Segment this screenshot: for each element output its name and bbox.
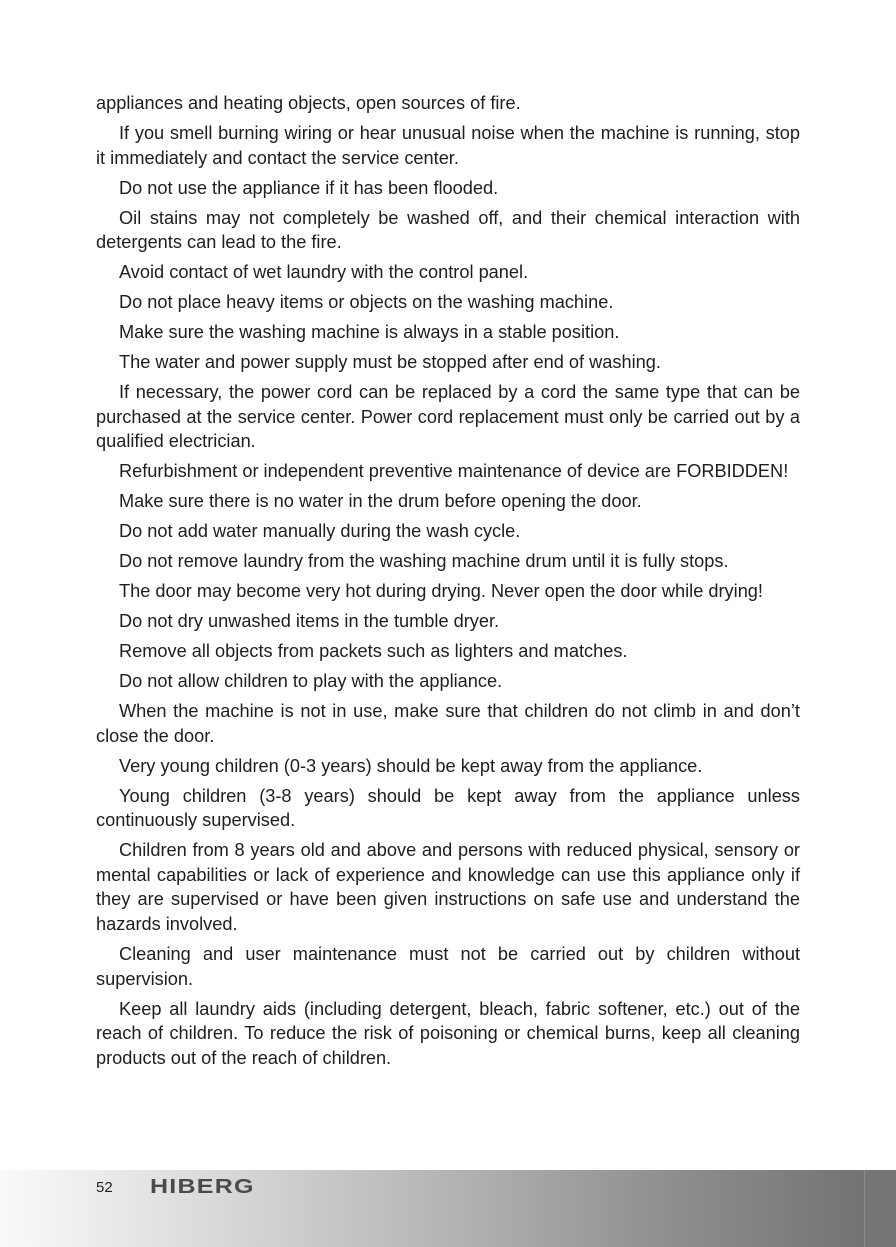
paragraph: Young children (3-8 years) should be kept away from the appliance unless continuously supervised.	[96, 785, 800, 831]
paragraph: Do not remove laundry from the washing machine drum until it is fully stops.	[119, 551, 729, 572]
brand-logo: HIBERG	[150, 1176, 255, 1198]
paragraph: If you smell burning wiring or hear unusual noise when the machine is running, stop it immediately and contact the service center.	[96, 122, 800, 168]
body-text	[96, 91, 800, 1076]
paragraph: Avoid contact of wet laundry with the control panel.	[119, 262, 529, 283]
paragraph: Do not place heavy items or objects on the washing machine.	[119, 292, 614, 313]
page-number: 52	[96, 1179, 113, 1196]
paragraph: Children from 8 years old and above and persons with reduced physical, sensory or mental capabilities or lack of experience and knowledge can use this appliance only if they are supervised or have been given instructions on safe use and understand the hazards involved.	[96, 840, 800, 935]
paragraph: Refurbishment or independent preventive maintenance of device are FORBIDDEN!	[119, 461, 789, 482]
paragraph: Oil stains may not completely be washed off, and their chemical interaction with detergents can lead to the fire.	[96, 207, 800, 253]
footer-edge-strip	[864, 1170, 896, 1247]
paragraph: Do not use the appliance if it has been flooded.	[119, 177, 499, 198]
paragraph: Make sure there is no water in the drum before opening the door.	[119, 491, 642, 512]
paragraph: Very young children (0-3 years) should be kept away from the appliance.	[119, 755, 703, 776]
paragraph: The water and power supply must be stopped after end of washing.	[119, 352, 661, 373]
paragraph: Do not allow children to play with the appliance.	[119, 671, 503, 692]
paragraph: If necessary, the power cord can be replaced by a cord the same type that can be purchased at the service center. Power cord replacement must only be carried out by a qualified electrician.	[96, 382, 800, 452]
paragraph: When the machine is not in use, make sure that children do not climb in and don’t close the door.	[96, 701, 800, 746]
paragraph: appliances and heating objects, open sources of fire.	[96, 93, 521, 113]
paragraph: Cleaning and user maintenance must not be carried out by children without supervision.	[96, 944, 800, 989]
page-footer	[0, 1170, 896, 1247]
paragraph: Make sure the washing machine is always in a stable position.	[119, 322, 620, 343]
paragraph: Do not add water manually during the wash cycle.	[119, 521, 521, 542]
paragraph: Do not dry unwashed items in the tumble dryer.	[119, 611, 500, 632]
paragraph: Remove all objects from packets such as lighters and matches.	[119, 641, 628, 662]
paragraph: The door may become very hot during drying. Never open the door while drying!	[119, 581, 763, 602]
paragraph: Keep all laundry aids (including detergent, bleach, fabric softener, etc.) out of the reach of children. To reduce the risk of poisoning or chemical burns, keep all cleaning products out of the reach of children.	[96, 998, 800, 1068]
